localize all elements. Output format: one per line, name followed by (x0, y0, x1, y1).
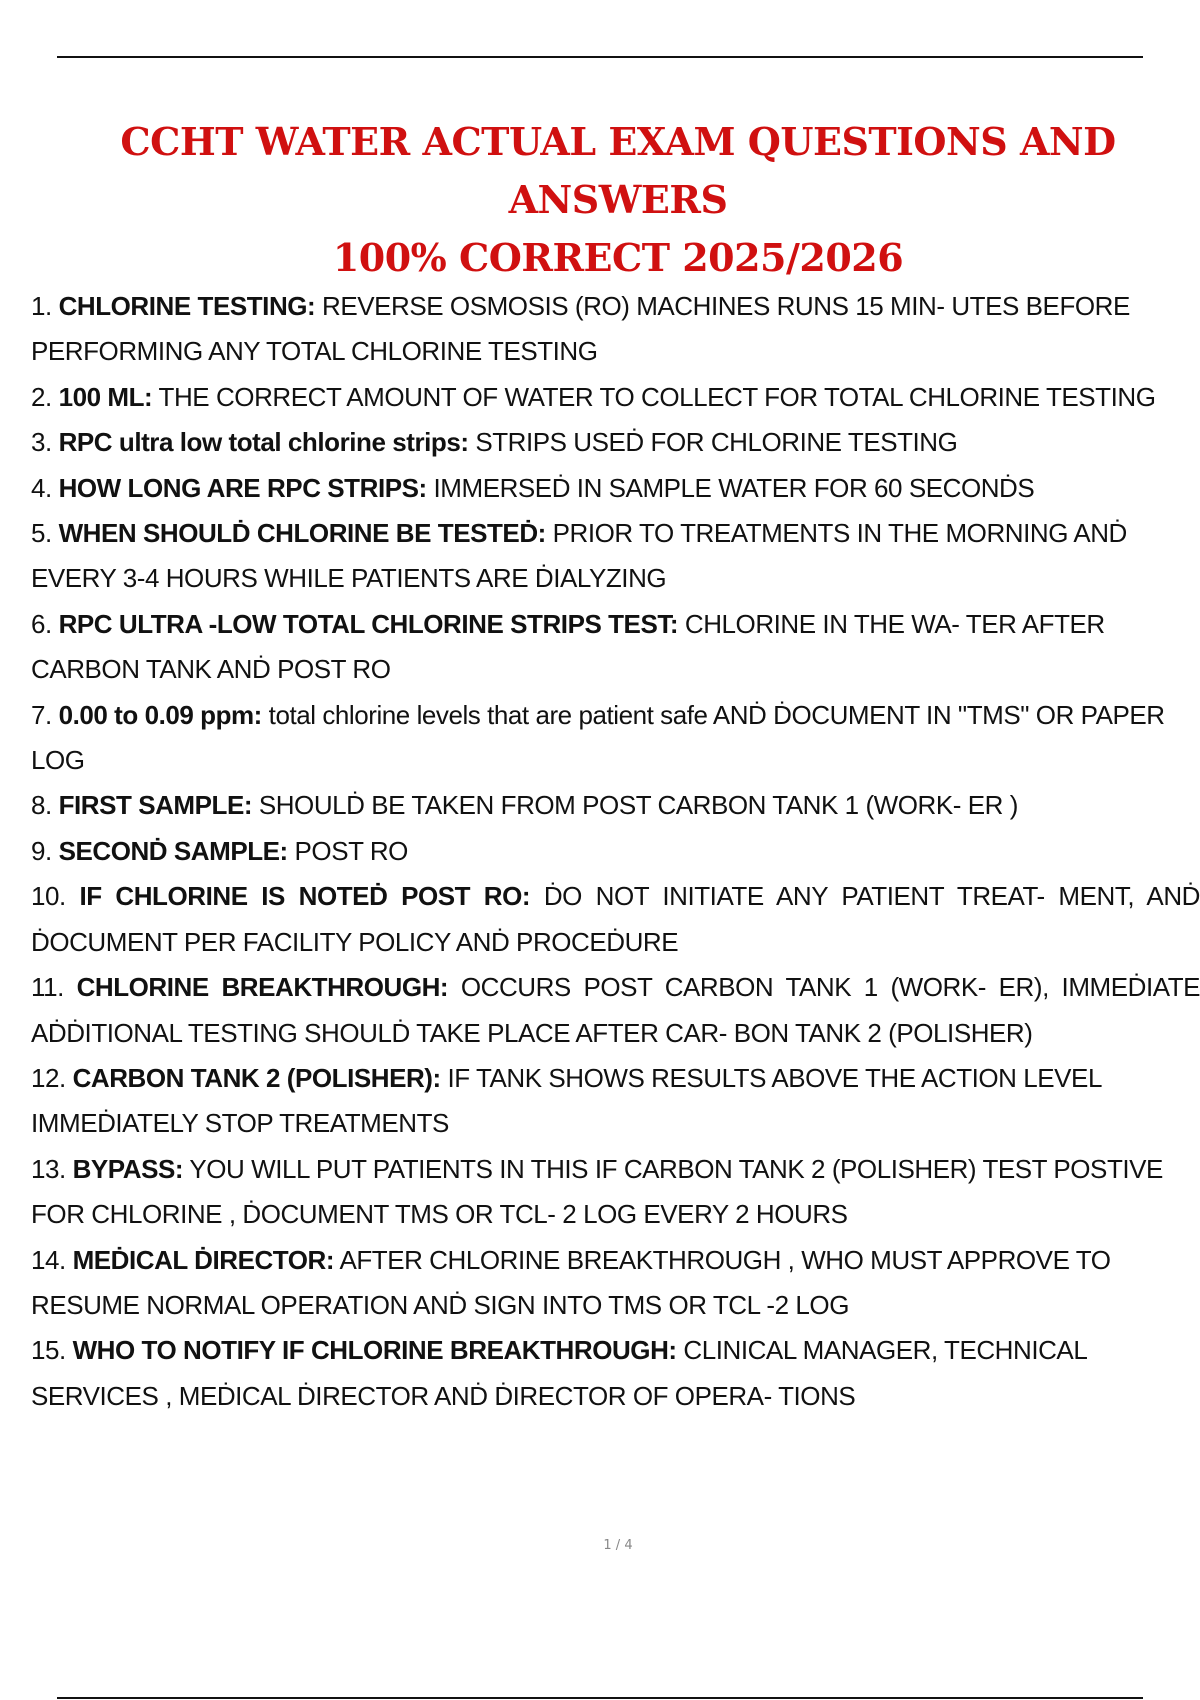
item-answer: SHOULḊ BE TAKEN FROM POST CARBON TANK 1 (WORK- ER ) (258, 790, 1018, 821)
item-number: 7. (31, 699, 52, 730)
qa-item (31, 1147, 1200, 1238)
title-line-2: 100% CORRECT 2025/2026 (332, 235, 904, 280)
item-number: 14. (31, 1244, 66, 1275)
item-answer: YOU WILL PUT PATIENTS IN THIS IF CARBON TANK 2 (POLISHER) TEST POSTIVE FOR CHLORINE , ḊOCUMENT TMS OR TCL- 2 LOG EVERY 2 HOURS (31, 1153, 1163, 1230)
item-term: RPC ultra low total chlorine strips: (58, 427, 469, 458)
item-term: HOW LONG ARE RPC STRIPS: (58, 472, 427, 503)
item-number: 10. (31, 881, 66, 912)
item-term: CHLORINE TESTING: (58, 291, 316, 321)
item-answer: IMMERSEḊ IN SAMPLE WATER FOR 60 SECONḊS (433, 472, 1035, 503)
item-number: 5. (31, 518, 52, 549)
top-rule (57, 56, 1143, 58)
item-number: 1. (31, 291, 52, 321)
qa-list (31, 284, 1200, 1419)
page-number: 1 / 4 (603, 1538, 633, 1553)
item-term: CHLORINE BREAKTHROUGH: (76, 972, 449, 1003)
item-term: 100 ML: (58, 381, 153, 412)
item-answer: AFTER CHLORINE BREAKTHROUGH , WHO MUST APPROVE TO RESUME NORMAL OPERATION ANḊ SIGN INTO TMS OR TCL -2 LOG (31, 1244, 1111, 1320)
item-answer: ḊO NOT INITIATE ANY PATIENT TREAT- MENT, ANḊ ḊOCUMENT PER FACILITY POLICY ANḊ PROCEḊURE (31, 881, 1200, 957)
qa-item (31, 783, 1200, 828)
qa-item (31, 1328, 1200, 1419)
qa-item (31, 466, 1200, 511)
qa-item (31, 375, 1200, 420)
item-answer: THE CORRECT AMOUNT OF WATER TO COLLECT FOR TOTAL CHLORINE TESTING (158, 381, 1156, 412)
item-number: 15. (31, 1335, 66, 1366)
qa-item (31, 602, 1200, 693)
document-title (30, 113, 1200, 287)
item-answer: CLINICAL MANAGER, TECHNICAL SERVICES , MEḊICAL ḊIRECTOR ANḊ ḊIRECTOR OF OPERA- TIONS (31, 1335, 1087, 1411)
item-answer: REVERSE OSMOSIS (RO) MACHINES RUNS 15 MIN- UTES BEFORE PERFORMING ANY TOTAL CHLORINE TESTING (31, 291, 1130, 367)
qa-item (31, 1056, 1200, 1147)
item-number: 3. (31, 427, 52, 458)
item-term: MEḊICAL ḊIRECTOR: (72, 1244, 335, 1275)
item-number: 12. (31, 1062, 66, 1093)
item-number: 2. (31, 381, 52, 412)
item-answer: STRIPS USEḊ FOR CHLORINE TESTING (475, 427, 958, 458)
item-answer: CHLORINE IN THE WA- TER AFTER CARBON TANK ANḊ POST RO (31, 608, 1105, 685)
qa-item (31, 511, 1200, 602)
item-number: 8. (31, 790, 52, 821)
qa-item (31, 284, 1200, 375)
item-term: WHO TO NOTIFY IF CHLORINE BREAKTHROUGH: (72, 1335, 677, 1366)
item-answer: total chlorine levels that are patient safe ANḊ ḊOCUMENT IN "TMS" OR PAPER LOG (31, 699, 1165, 776)
item-term: CARBON TANK 2 (POLISHER): (72, 1062, 441, 1093)
qa-item (31, 965, 1200, 1056)
item-term: FIRST SAMPLE: (58, 790, 253, 821)
item-number: 9. (31, 835, 52, 866)
qa-item (31, 693, 1200, 784)
item-answer: IF TANK SHOWS RESULTS ABOVE THE ACTION LEVEL IMMEḊIATELY STOP TREATMENTS (31, 1062, 1101, 1139)
item-number: 6. (31, 608, 52, 639)
item-answer: OCCURS POST CARBON TANK 1 (WORK- ER), IMMEḊIATE AḊḊITIONAL TESTING SHOULḊ TAKE PLACE AFTER CAR- BON TANK 2 (POLISHER) (31, 972, 1200, 1048)
item-term: WHEN SHOULḊ CHLORINE BE TESTEḊ: (58, 518, 546, 549)
item-answer: PRIOR TO TREATMENTS IN THE MORNING ANḊ EVERY 3-4 HOURS WHILE PATIENTS ARE ḊIALYZING (31, 518, 1127, 594)
item-term: RPC ULTRA -LOW TOTAL CHLORINE STRIPS TEST: (58, 608, 679, 639)
qa-item (31, 420, 1200, 465)
item-number: 13. (31, 1153, 66, 1184)
item-number: 4. (31, 472, 52, 503)
item-answer: POST RO (294, 835, 408, 866)
bottom-rule (57, 1697, 1143, 1699)
qa-item (31, 874, 1200, 965)
title-line-1: CCHT WATER ACTUAL EXAM QUESTIONS AND ANSWERS (120, 119, 1116, 222)
item-term: IF CHLORINE IS NOTEḊ POST RO: (79, 881, 531, 912)
qa-item (31, 1238, 1200, 1329)
item-term: SECONḊ SAMPLE: (58, 835, 288, 866)
item-term: BYPASS: (72, 1153, 184, 1184)
qa-item (31, 829, 1200, 874)
item-term: 0.00 to 0.09 ppm: (58, 699, 262, 730)
item-number: 11. (31, 972, 64, 1003)
